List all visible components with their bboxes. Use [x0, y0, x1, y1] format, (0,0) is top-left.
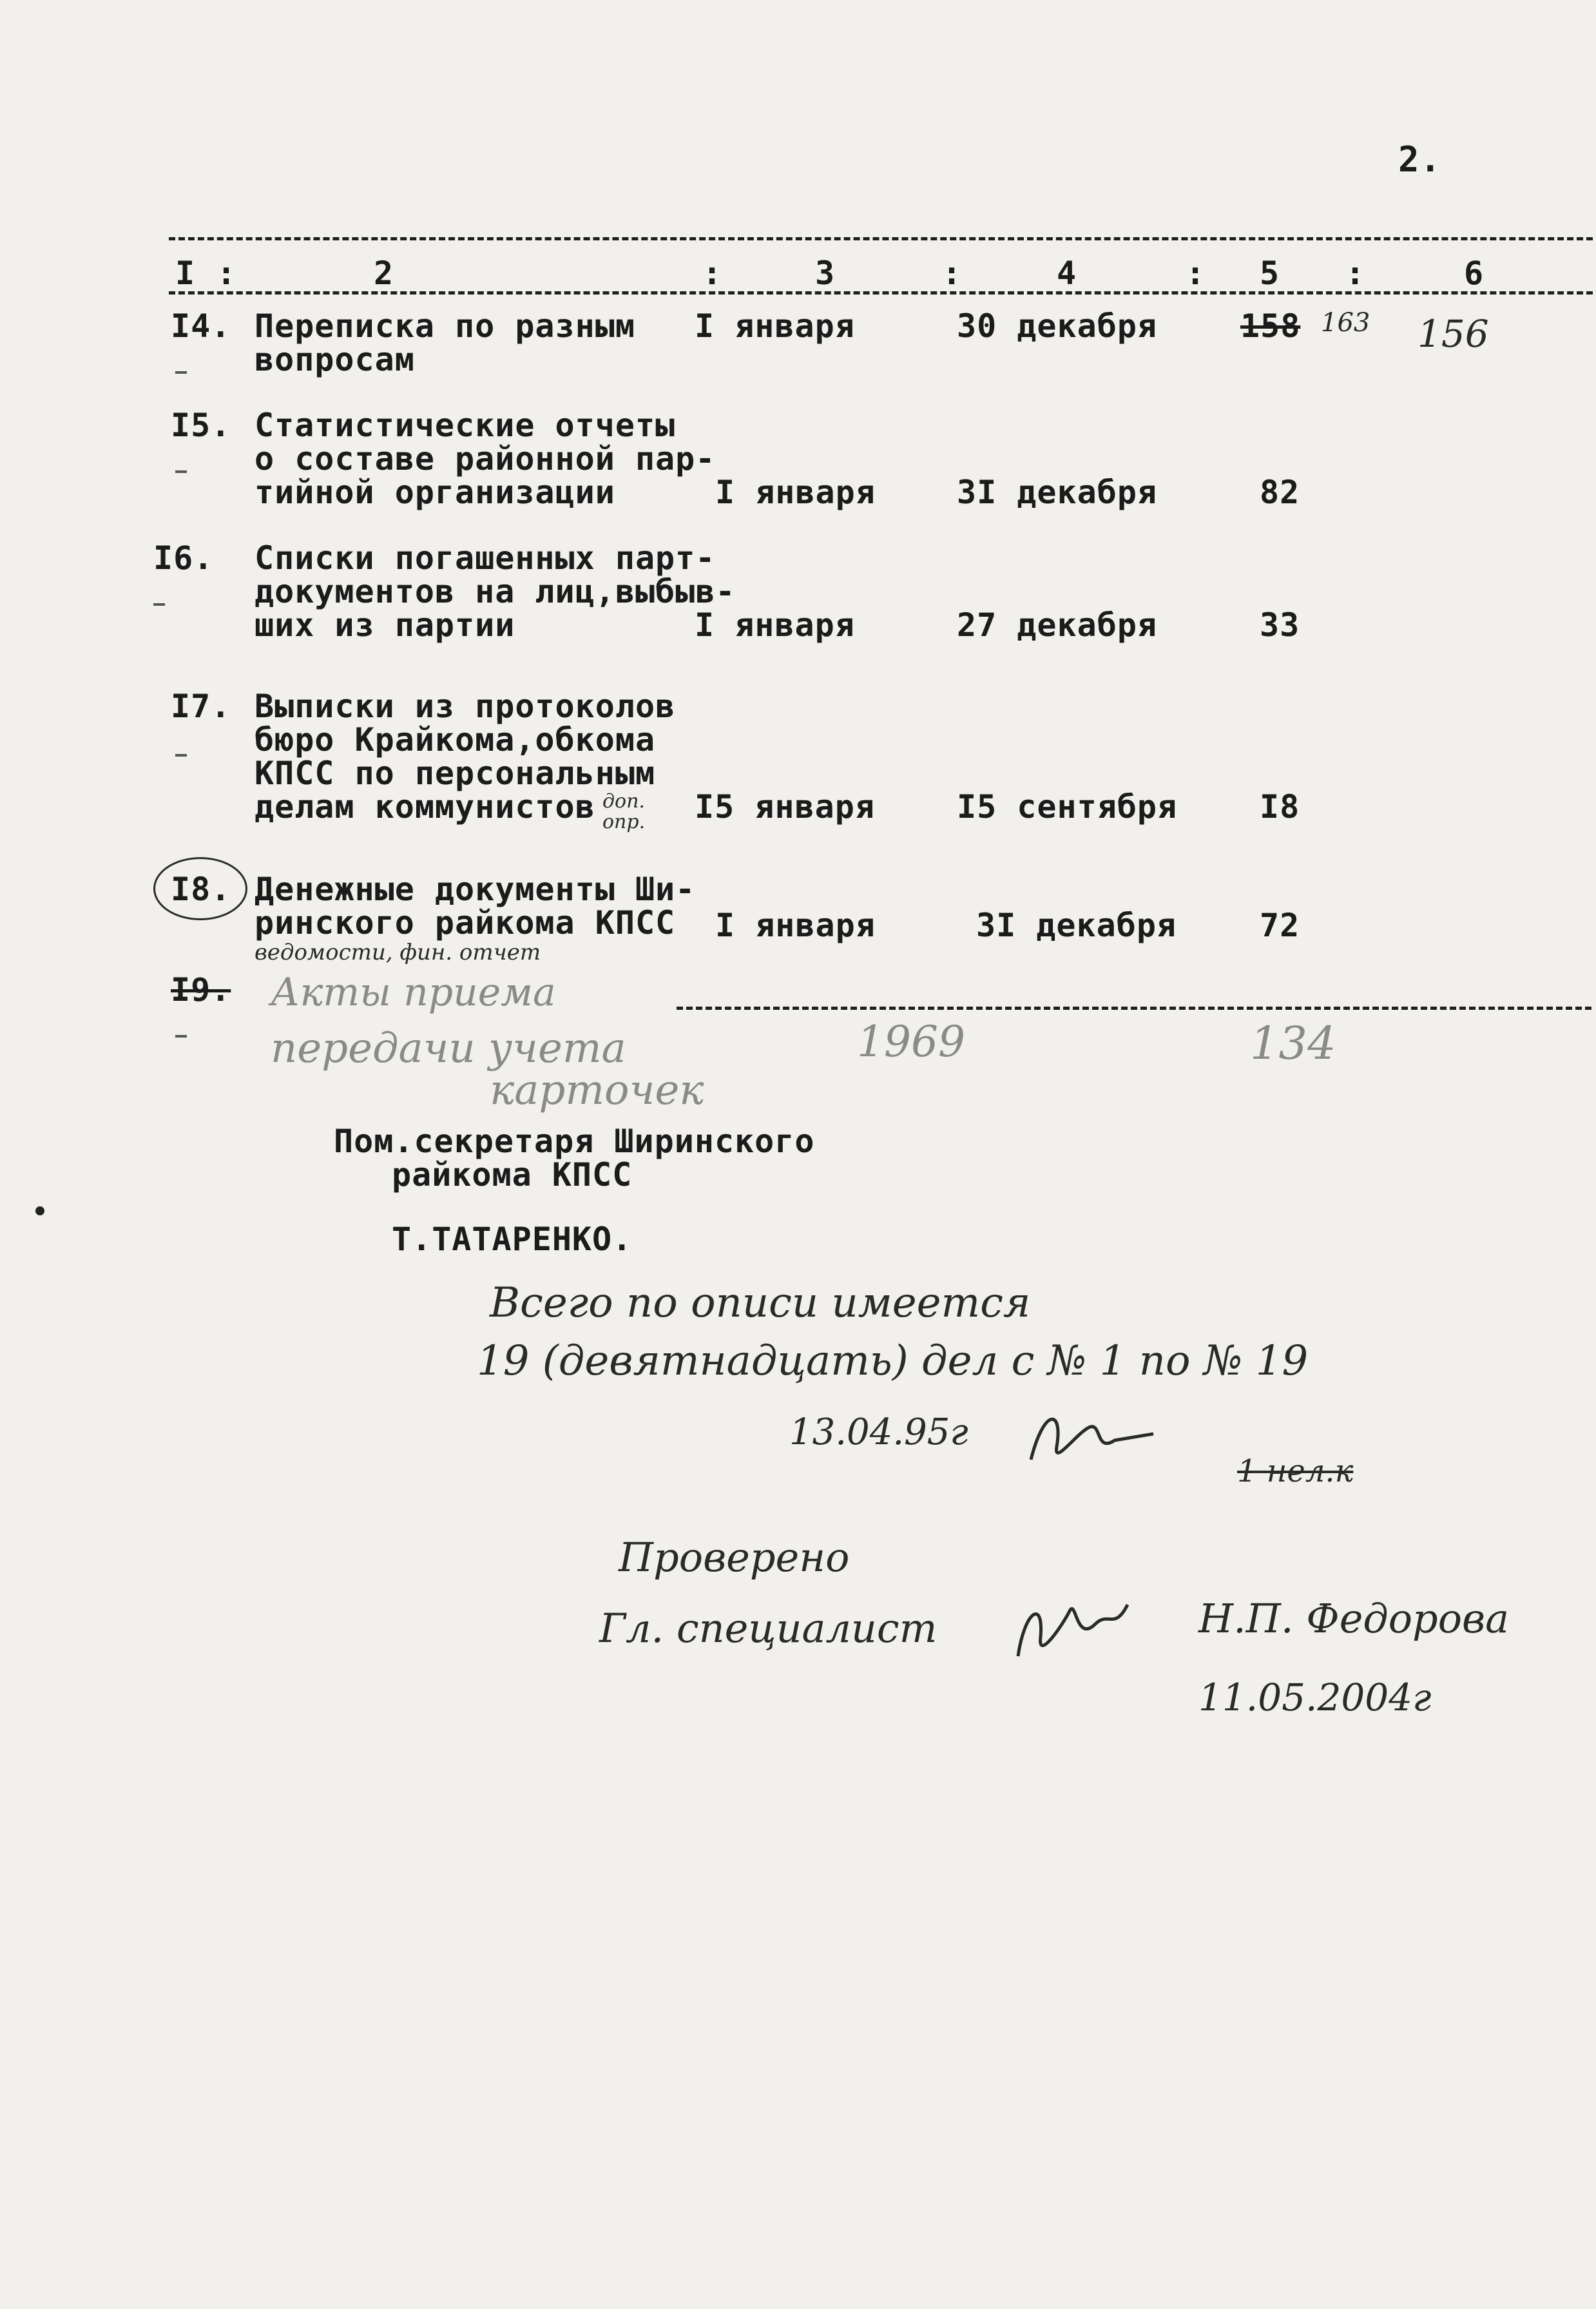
row-14-end-date: 30 декабря — [957, 307, 1158, 345]
row-14-sheets: 158 — [1240, 307, 1301, 345]
row-15-title-line-2: о составе районной пар- — [255, 440, 716, 478]
row-15-number: I5. — [171, 407, 231, 444]
summary-note-line-2: 19 (девятнадцать) дел с № 1 по № 19 — [477, 1337, 1309, 1385]
scan-mark — [175, 754, 187, 757]
row-14-title-line-1: Переписка по разным — [255, 307, 635, 345]
summary-note-line-1: Всего по описи имеется — [490, 1279, 1031, 1327]
scan-mark — [175, 470, 187, 473]
row-17-title-line-4: делам коммунистов — [255, 788, 595, 826]
row-14-sheets-correction: 163 — [1321, 308, 1370, 338]
header-col-5: 5 — [1260, 255, 1280, 292]
verification-signature — [1005, 1585, 1134, 1669]
verification-position: Гл. специалист — [599, 1605, 937, 1652]
signature-name: Т.ТАТАРЕНКО. — [392, 1221, 633, 1258]
header-sep-3: : — [942, 255, 963, 292]
row-19-title-line-2: передачи учета — [271, 1025, 626, 1072]
header-sep-5: : — [1345, 255, 1366, 292]
row-18-start-date: I января — [715, 907, 876, 944]
row-18-number: I8. — [171, 871, 231, 908]
scan-mark — [153, 603, 165, 606]
row-19-sheets: 134 — [1250, 1017, 1336, 1070]
row-15-end-date: 3I декабря — [957, 474, 1158, 511]
scan-dot — [35, 1206, 44, 1215]
row-14-number: I4. — [171, 307, 231, 345]
header-sep-4: : — [1186, 255, 1206, 292]
row-17-title-line-3: КПСС по персональным — [255, 755, 656, 792]
row-14-start-date: I января — [695, 307, 855, 345]
signature-title-line-2: райкома КПСС — [392, 1156, 633, 1193]
row-15-title-line-1: Статистические отчеты — [255, 407, 676, 444]
row-18-handwritten-note: ведомости, фин. отчет — [255, 940, 541, 965]
row-17-start-date: I5 января — [695, 788, 875, 826]
row-15-title-line-3: тийной организации — [255, 474, 615, 511]
row-16-start-date: I января — [695, 606, 855, 644]
row-17-number: I7. — [171, 688, 231, 725]
header-col-4: 4 — [1057, 255, 1077, 292]
row-16-title-line-2: документов на лиц,выбыв- — [255, 573, 736, 610]
row-19-number: I9. — [171, 971, 231, 1009]
header-sep-2: : — [702, 255, 723, 292]
header-sep-1: : — [216, 255, 237, 292]
summary-signature — [1018, 1395, 1160, 1479]
row-16-end-date: 27 декабря — [957, 606, 1158, 644]
row-18-title-line-1: Денежные документы Ши- — [255, 871, 696, 908]
row-14-col6: 156 — [1418, 312, 1489, 356]
row-18-end-date: 3I декабря — [976, 907, 1177, 944]
row-16-sheets: 33 — [1260, 606, 1300, 644]
row-19-title-line-1: Акты приема — [271, 970, 556, 1015]
row-19-year: 1969 — [857, 1017, 965, 1067]
signature-title-line-1: Пом.секретаря Ширинского — [334, 1123, 815, 1160]
row-17-title-line-1: Выписки из протоколов — [255, 688, 676, 725]
row-18-sheets: 72 — [1260, 907, 1300, 944]
row-16-title-line-1: Списки погашенных парт- — [255, 539, 716, 577]
row-15-start-date: I января — [715, 474, 876, 511]
row-17-handwritten-note: доп. опр. — [602, 790, 646, 833]
row-15-sheets: 82 — [1260, 474, 1300, 511]
scan-mark — [175, 1035, 187, 1038]
verification-name: Н.П. Федорова — [1198, 1595, 1510, 1642]
row-18-title-line-2: ринского райкома КПСС — [255, 904, 676, 942]
header-col-2: 2 — [374, 255, 394, 292]
row-19-title-line-3: карточек — [490, 1067, 704, 1114]
scan-mark — [175, 371, 187, 374]
verification-checked: Проверено — [619, 1534, 850, 1581]
header-col-3: 3 — [815, 255, 836, 292]
row-17-sheets: I8 — [1260, 788, 1300, 826]
row-14-title-line-2: вопросам — [255, 341, 415, 378]
crossed-note: 1 нел.к — [1237, 1453, 1354, 1489]
header-top-rule — [169, 237, 1593, 240]
header-col-1: I — [175, 255, 196, 292]
row-17-end-date: I5 сентября — [957, 788, 1178, 826]
row-16-number: I6. — [153, 539, 214, 577]
summary-note-date: 13.04.95г — [789, 1411, 968, 1453]
page-number: 2. — [1398, 139, 1442, 180]
row-17-title-line-2: бюро Крайкома,обкома — [255, 721, 656, 758]
row-16-title-line-3: ших из партии — [255, 606, 515, 644]
verification-date: 11.05.2004г — [1198, 1676, 1432, 1719]
header-col-6: 6 — [1464, 255, 1485, 292]
table-bottom-rule — [677, 1007, 1591, 1010]
